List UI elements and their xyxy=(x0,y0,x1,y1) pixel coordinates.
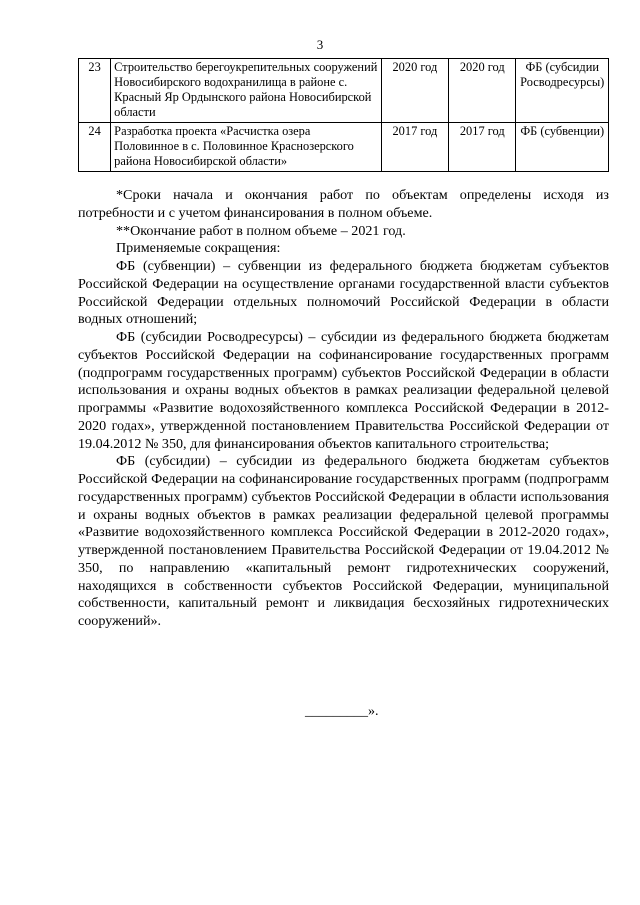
objects-table xyxy=(78,58,609,172)
end-year: 2017 год xyxy=(449,123,516,172)
start-year: 2017 год xyxy=(381,123,448,172)
notes-section xyxy=(78,187,609,631)
abbreviation-subventions: ФБ (субвенции) – субвенции из федерального бюджета бюджетам субъектов Российской Федерации на осуществление органами государственной власти субъектов Российской Федерации отдельных полномочий Российской Федерации в области водных отношений; xyxy=(78,258,609,328)
table-row xyxy=(79,123,609,172)
row-number: 24 xyxy=(79,123,111,172)
funding-source: ФБ (субсидии Росводресурсы) xyxy=(516,59,609,123)
note-deadlines: *Сроки начала и окончания работ по объектам определены исходя из потребности и с учетом финансирования в полном объеме. xyxy=(78,187,609,221)
abbreviation-subsidies: ФБ (субсидии) – субсидии из федерального бюджета бюджетам субъектов Российской Федерации на софинансирование государственных программ (подпрограмм государственных программ) субъектов Российской Федерации в области использования и охраны водных объектов в рамках реализации федеральной целевой программы «Развитие водохозяйственного комплекса Российской Федерации в 2012-2020 годах», утвержденной постановлением Правительства Российской Федерации от 19.04.2012 № 350, по направлению «капитальный ремонт гидротехнических сооружений, находящихся в собственности субъектов Российской Федерации, муниципальной собственности, капитальный ремонт и ликвидация бесхозяйных гидротехнических сооружений». xyxy=(78,453,609,629)
page-number: 3 xyxy=(316,37,324,52)
closing-mark: _________». xyxy=(305,704,379,719)
abbreviation-subsidies-rosvodresursy: ФБ (субсидии Росводресурсы) – субсидии из федерального бюджета бюджетам субъектов Российской Федерации на софинансирование государственных программ (подпрограмм государственных программ) субъектов Российской Федерации в области использования и охраны водных объектов в рамках реализации федеральной целевой программы «Развитие водохозяйственного комплекса Российской Федерации в 2012-2020 годах», утвержденной постановлением Правительства Российской Федерации от 19.04.2012 № 350, для финансирования объектов капитального строительства; xyxy=(78,329,609,452)
abbreviations-heading: Применяемые сокращения: xyxy=(116,240,281,257)
object-name: Строительство берегоукрепительных сооружений Новосибирского водохранилища в районе с. Красный Яр Ордынского района Новосибирской области xyxy=(111,59,382,123)
end-year: 2020 год xyxy=(449,59,516,123)
table-row xyxy=(79,59,609,123)
funding-source: ФБ (субвенции) xyxy=(516,123,609,172)
start-year: 2020 год xyxy=(381,59,448,123)
row-number: 23 xyxy=(79,59,111,123)
note-completion: **Окончание работ в полном объеме – 2021 год. xyxy=(116,222,406,239)
object-name: Разработка проекта «Расчистка озера Половинное в с. Половинное Краснозерского района Новосибирской области» xyxy=(111,123,382,172)
